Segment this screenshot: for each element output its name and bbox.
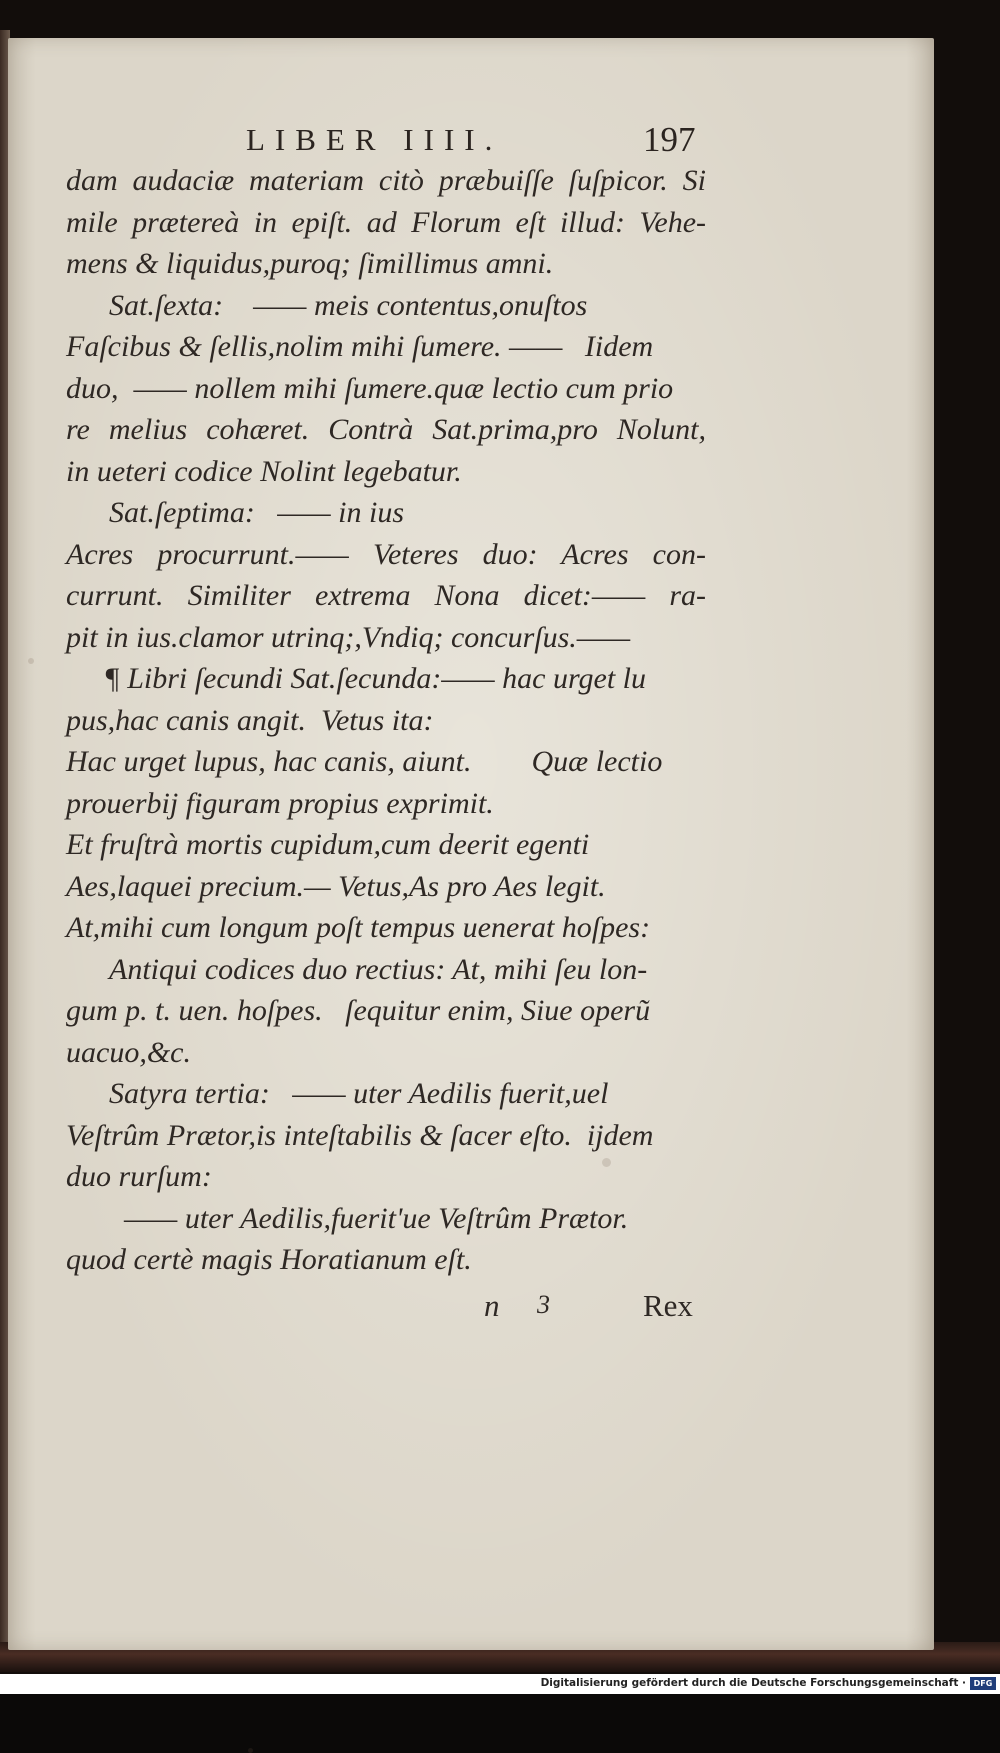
text-line: At,mihi cum longum poſt tempus uenerat hoſpes: xyxy=(66,911,651,944)
text-line: Antiqui codices duo rectius: At, mihi ſeu lon- xyxy=(109,952,648,986)
text-line: ¶ Libri ſecundi Sat.ſecunda:—— hac urget lu xyxy=(104,662,647,695)
running-title: LIBER IIII. xyxy=(246,122,503,157)
text-line: Faſcibus & ſellis,nolim mihi ſumere. —— Iidem xyxy=(66,330,654,363)
text-line: Et fruſtrà mortis cupidum,cum deerit egenti xyxy=(66,828,590,861)
dfg-logo-icon: DFG xyxy=(970,1677,996,1690)
signature-number: 3 xyxy=(537,1290,550,1319)
catchword: Rex xyxy=(643,1288,693,1323)
text-line: duo, —— nollem mihi ſumere.quæ lectio cum prio xyxy=(66,371,674,405)
text-line: currunt. Similiter extrema Nona dicet:—— ra- xyxy=(66,579,706,612)
digitization-bar xyxy=(0,1674,1000,1694)
text-line: Aes,laquei precium.— Vetus,As pro Aes legit. xyxy=(66,869,606,903)
signature-mark: n xyxy=(484,1288,500,1323)
text-line: Acres procurrunt.—— Veteres duo: Acres con- xyxy=(66,537,706,571)
text-line: Sat.ſexta: —— meis contentus,onuſtos xyxy=(109,288,588,322)
ink-speck xyxy=(248,1748,253,1753)
text-line: duo rurſum: xyxy=(66,1160,212,1193)
text-line: mile prætereà in epiſt. ad Florum eſt illud: Vehe- xyxy=(66,205,706,239)
text-line: Hac urget lupus, hac canis, aiunt. Quæ lectio xyxy=(66,745,663,778)
text-line: pit in ius.clamor utrinq;,Vndiq; concurſus.—— xyxy=(66,620,631,654)
text-line: prouerbij figuram propius exprimit. xyxy=(66,786,494,820)
page-header xyxy=(0,122,1000,162)
text-line: pus,hac canis angit. Vetus ita: xyxy=(66,703,434,737)
text-line: gum p. t. uen. hoſpes. ſequitur enim, Siue operũ xyxy=(66,994,651,1027)
text-line: —— uter Aedilis,fuerit'ue Veſtrûm Prætor. xyxy=(124,1201,629,1235)
text-line: quod certè magis Horatianum eſt. xyxy=(66,1243,472,1276)
digitization-credit: Digitalisierung gefördert durch die Deutsche Forschungsgemeinschaft · xyxy=(540,1677,966,1689)
text-line: uacuo,&c. xyxy=(66,1035,191,1069)
text-line: mens & liquidus,puroq; ſimillimus amni. xyxy=(66,247,554,280)
text-line: Satyra tertia: —— uter Aedilis fuerit,uel xyxy=(109,1077,609,1110)
text-line: re melius cohæret. Contrà Sat.prima,pro Nolunt, xyxy=(66,413,706,446)
page-number: 197 xyxy=(643,120,696,159)
text-line: dam audaciæ materiam citò præbuiſſe ſuſpicor. Si xyxy=(66,164,706,197)
text-line: in ueteri codice Nolint legebatur. xyxy=(66,454,462,488)
text-line: Sat.ſeptima: —— in ius xyxy=(109,496,405,529)
text-line: Veſtrûm Prætor,is inteſtabilis & ſacer eſto. ijdem xyxy=(66,1118,654,1152)
ink-speck xyxy=(28,658,34,664)
page-footer xyxy=(0,1288,1000,1328)
body-text xyxy=(66,160,706,1281)
